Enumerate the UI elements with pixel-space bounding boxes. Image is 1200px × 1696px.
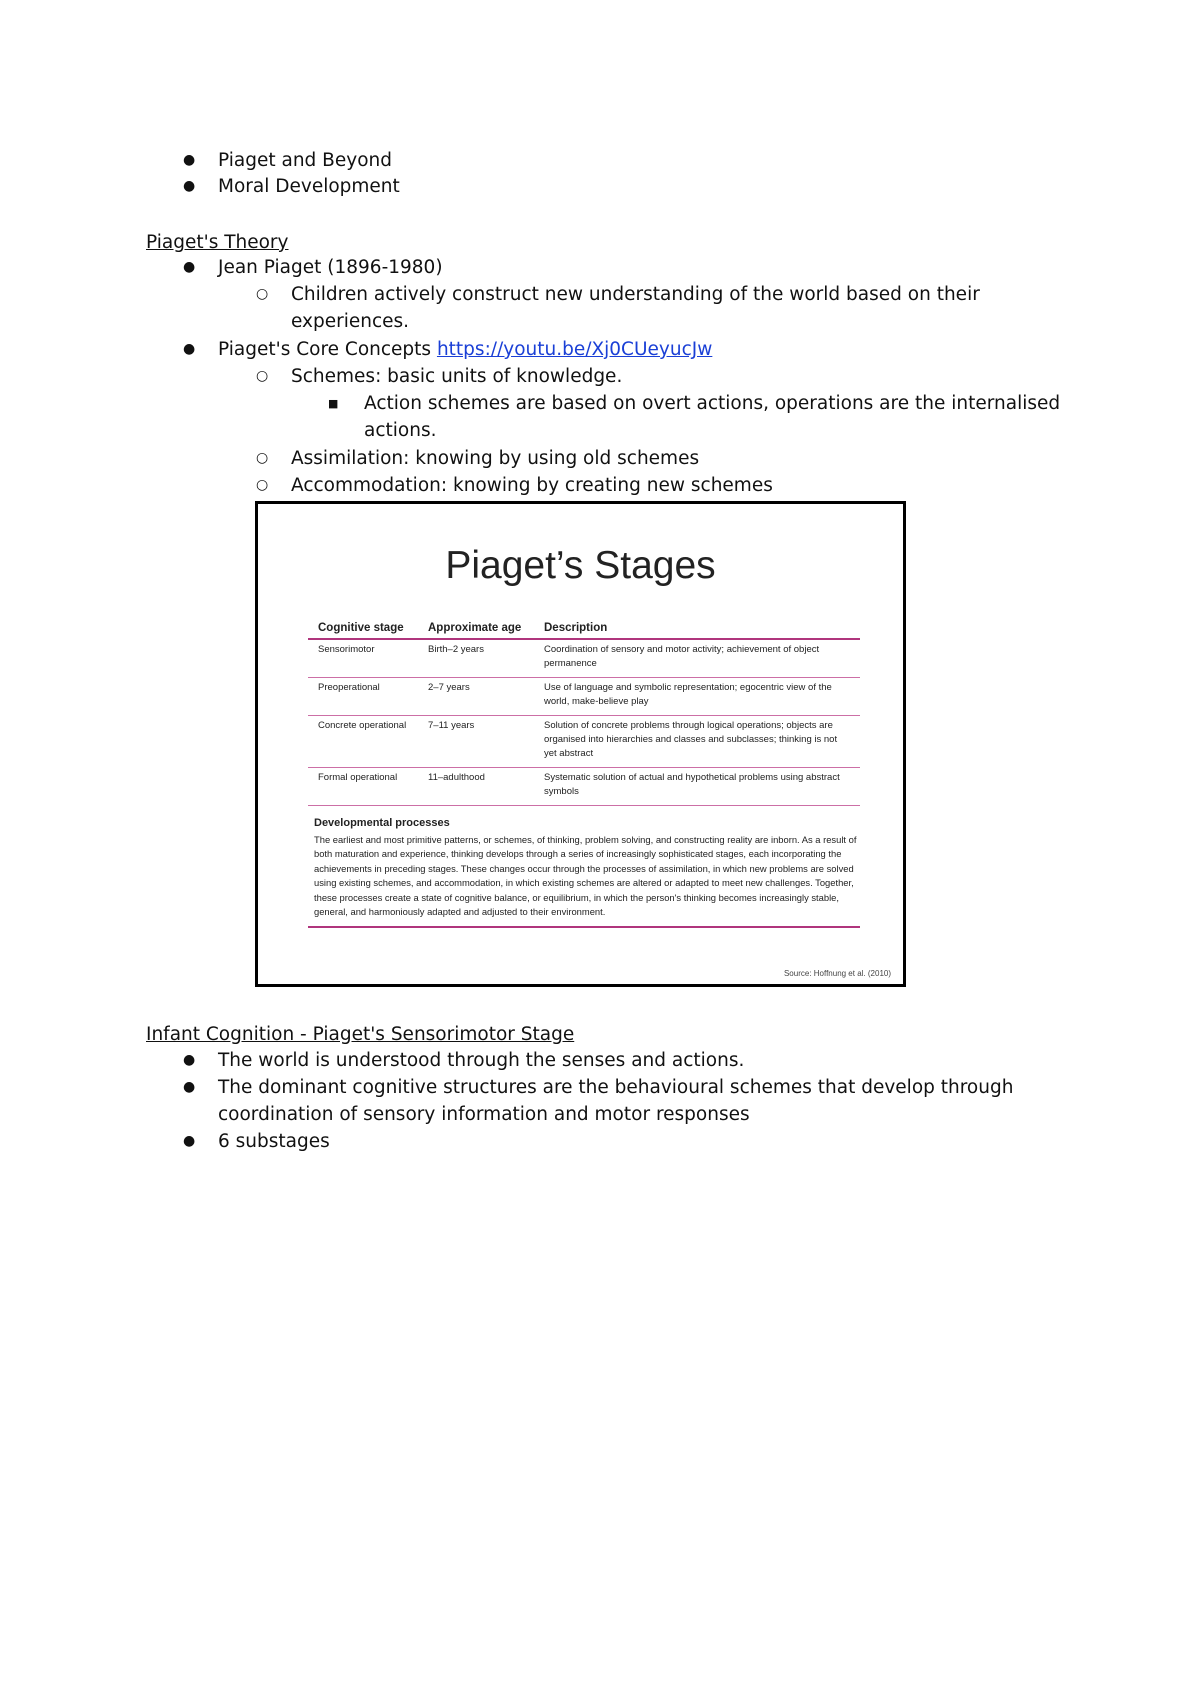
table-row <box>308 678 860 716</box>
list-item <box>218 336 712 363</box>
list-item: The dominant cognitive structures are the behavioural schemes that develop through <box>218 1077 1014 1098</box>
list-item: 6 substages <box>218 1131 330 1152</box>
list-item: Accommodation: knowing by creating new schemes <box>291 475 773 496</box>
bullet-dot: ● <box>183 152 196 168</box>
bullet-dot: ● <box>183 1079 196 1095</box>
intro-item: Moral Development <box>218 176 400 197</box>
bullet-dot: ● <box>183 1052 196 1068</box>
slide-title: Piaget’s Stages <box>445 544 716 587</box>
table-bottom-rule <box>308 926 860 928</box>
slide-source: Source: Hoffnung et al. (2010) <box>783 969 891 978</box>
list-item: Children actively construct new understanding of the world based on their <box>291 284 980 305</box>
processes-title: Developmental processes <box>314 817 450 829</box>
stage-cell: Preoperational <box>318 682 380 693</box>
age-cell: 7–11 years <box>428 720 475 731</box>
sub-bullet-circle: ○ <box>256 286 269 302</box>
list-item-continuation: experiences. <box>291 311 410 332</box>
list-item: Jean Piaget (1896-1980) <box>218 257 443 278</box>
list-item: Action schemes are based on overt actions, operations are the internalised <box>364 393 1061 414</box>
stage-cell: Sensorimotor <box>318 644 375 655</box>
table-row <box>308 768 860 806</box>
sub-bullet-circle: ○ <box>256 368 269 384</box>
list-item: The world is understood through the senses and actions. <box>218 1050 745 1071</box>
stages-table <box>308 622 860 928</box>
list-item-continuation: coordination of sensory information and motor responses <box>218 1104 750 1125</box>
list-item: Schemes: basic units of knowledge. <box>291 366 623 387</box>
list-item-continuation: actions. <box>364 420 437 441</box>
table-header <box>308 622 860 640</box>
age-cell: 11–adulthood <box>428 772 485 783</box>
section-heading: Piaget's Theory <box>146 232 289 253</box>
stage-cell: Formal operational <box>318 772 398 783</box>
bullet-dot: ● <box>183 1133 196 1149</box>
description-cell: Use of language and symbolic representation; egocentric view of the world, make-believe play <box>544 682 832 707</box>
age-cell: Birth–2 years <box>428 644 484 655</box>
section-heading: Infant Cognition - Piaget's Sensorimotor Stage <box>146 1024 575 1045</box>
intro-item: Piaget and Beyond <box>218 150 392 171</box>
description-cell: Systematic solution of actual and hypothetical problems using abstract symbols <box>544 772 840 797</box>
sub-bullet-circle: ○ <box>256 477 269 493</box>
column-header: Approximate age <box>428 622 522 634</box>
age-cell: 2–7 years <box>428 682 470 693</box>
description-cell: Coordination of sensory and motor activity; achievement of object permanence <box>544 644 820 669</box>
sub-bullet-circle: ○ <box>256 450 269 466</box>
list-item: Assimilation: knowing by using old schemes <box>291 448 700 469</box>
piaget-stages-slide <box>255 501 906 987</box>
stage-cell: Concrete operational <box>318 720 407 731</box>
list-item-text: Piaget's Core Concepts <box>218 339 437 360</box>
table-row <box>308 640 860 678</box>
bullet-dot: ● <box>183 341 196 357</box>
description-cell: Solution of concrete problems through logical operations; objects are organised into hierarchies and classes and subclasses; thinking is not yet abstract <box>544 720 838 759</box>
column-header: Cognitive stage <box>318 622 404 634</box>
bullet-dot: ● <box>183 259 196 275</box>
table-row <box>308 716 860 768</box>
processes-text: The earliest and most primitive patterns, or schemes, of thinking, problem solving, and constructing reality are inborn. As a result of both maturation and experience, thinking develops through a series of increasingly sophisticated stages, each incorporating the achievements in preceding stages. These changes occur through the processes of assimilation, in which new problems are solved using existing schemes, and accommodation, in which existing schemes are altered or adapted to meet new challenges. Together, these processes create a state of cognitive balance, or equilibrium, in which the person's thinking becomes increasingly stable, general, and harmoniously adapted and adjusted to their environment. <box>314 833 857 917</box>
developmental-processes <box>308 816 860 920</box>
video-link[interactable]: https://youtu.be/Xj0CUeyucJw <box>436 339 713 360</box>
bullet-dot: ● <box>183 178 196 194</box>
sub-sub-bullet-square: ■ <box>328 397 339 410</box>
column-header: Description <box>544 622 608 634</box>
